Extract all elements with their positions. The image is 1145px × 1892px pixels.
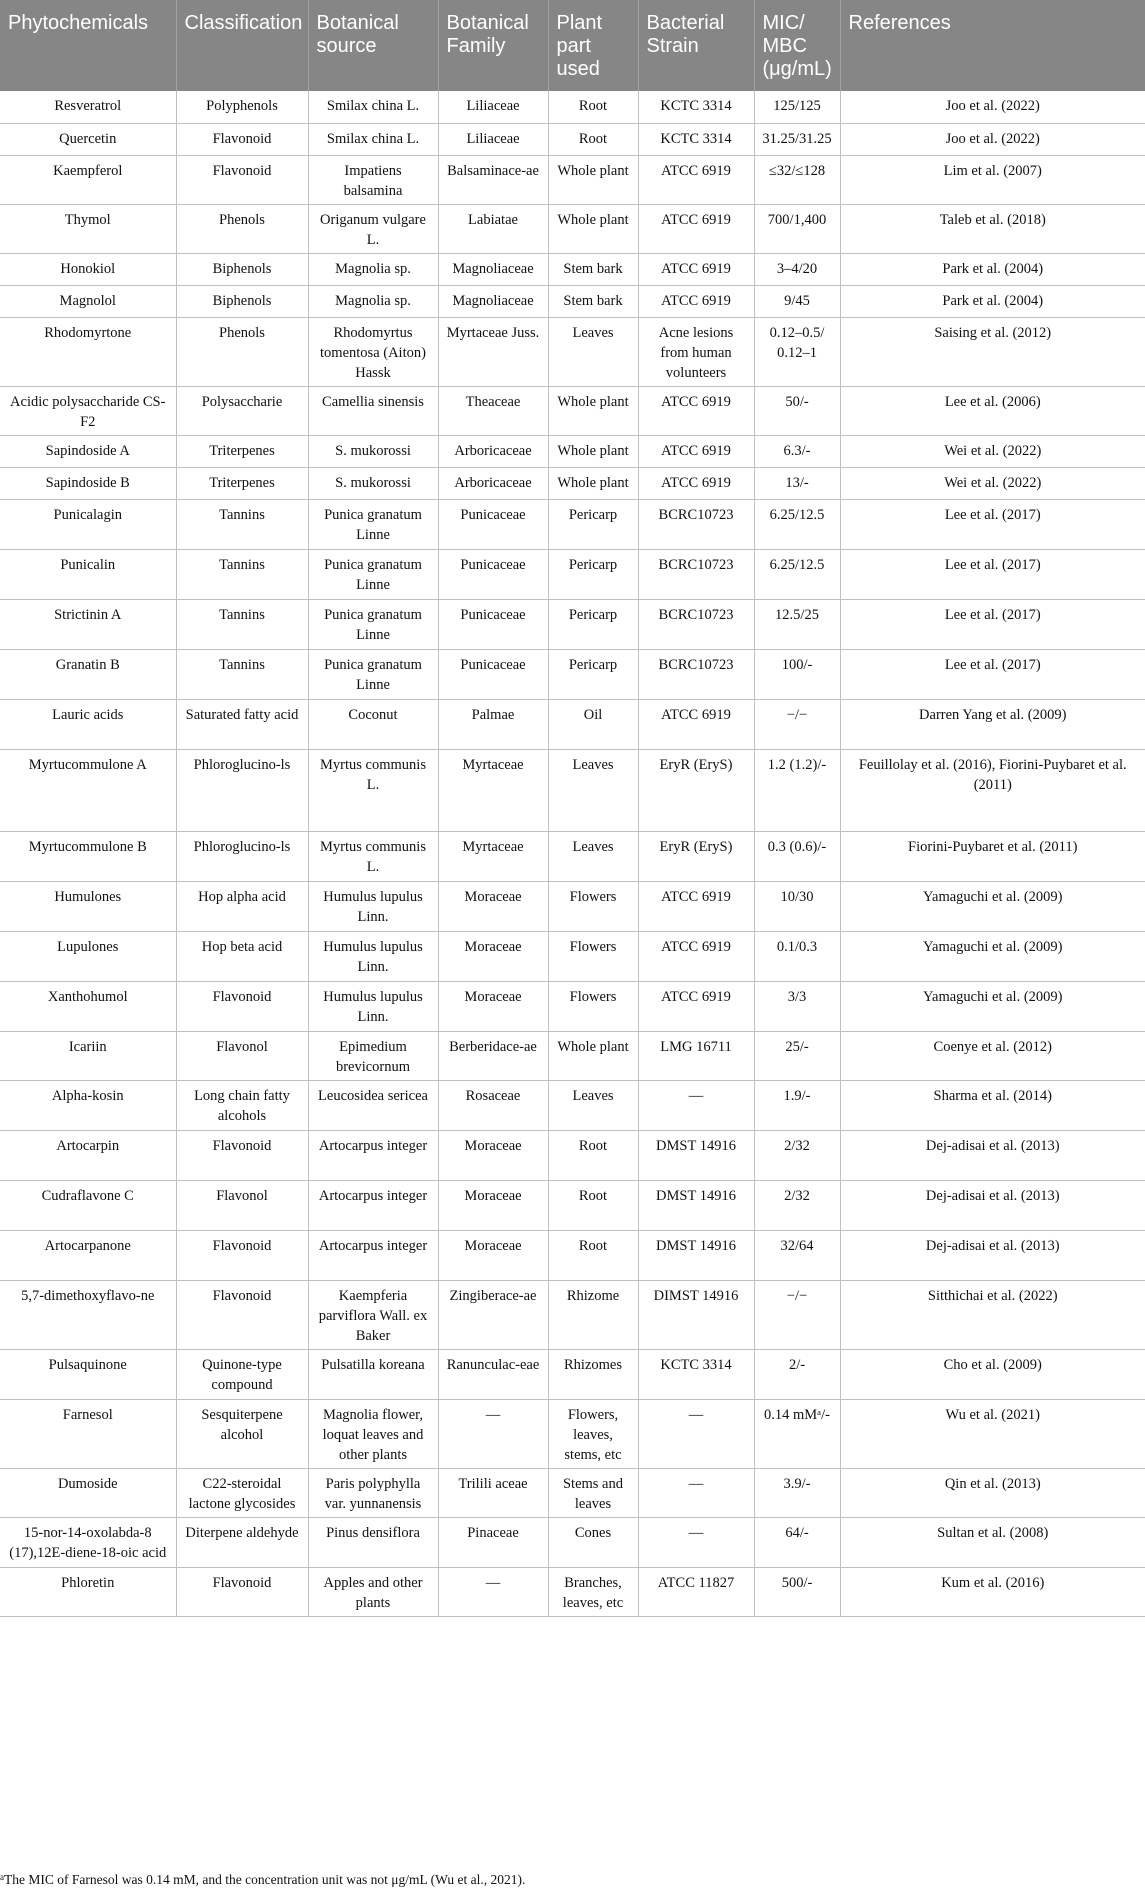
cell-bacterial-strain: — [638,1468,754,1517]
cell-plant-part: Whole plant [548,155,638,204]
cell-phytochemical: Resveratrol [0,91,176,123]
cell-botanical-family: Punicaceae [438,649,548,699]
cell-mic-mbc: 3–4/20 [754,253,840,285]
cell-reference: Sharma et al. (2014) [840,1080,1145,1130]
cell-bacterial-strain: ATCC 6919 [638,435,754,467]
cell-classification: Long chain fatty alcohols [176,1080,308,1130]
cell-botanical-source: Humulus lupulus Linn. [308,981,438,1031]
footnote-text: The MIC of Farnesol was 0.14 mM, and the concentration unit was not μg/mL (Wu et al., 2021). [4,1872,526,1887]
column-header-botanical-family: Botanical Family [438,0,548,91]
cell-phytochemical: Farnesol [0,1399,176,1468]
cell-reference: Dej-adisai et al. (2013) [840,1130,1145,1180]
table-row [0,1399,1145,1468]
table-row [0,931,1145,981]
cell-bacterial-strain: BCRC10723 [638,599,754,649]
cell-reference: Park et al. (2004) [840,285,1145,317]
cell-phytochemical: Acidic polysaccharide CS-F2 [0,386,176,435]
cell-phytochemical: Alpha-kosin [0,1080,176,1130]
cell-mic-mbc: 0.12–0.5/ 0.12–1 [754,317,840,386]
cell-botanical-family: Trilili aceae [438,1468,548,1517]
cell-phytochemical: Lupulones [0,931,176,981]
cell-bacterial-strain: ATCC 6919 [638,981,754,1031]
cell-mic-mbc: 32/64 [754,1230,840,1280]
cell-mic-mbc: −/− [754,699,840,749]
cell-botanical-source: Pulsatilla koreana [308,1349,438,1399]
cell-botanical-source: Leucosidea sericea [308,1080,438,1130]
cell-phytochemical: Magnolol [0,285,176,317]
cell-botanical-family: Ranunculac-eae [438,1349,548,1399]
cell-classification: Tannins [176,549,308,599]
cell-plant-part: Whole plant [548,1031,638,1080]
cell-botanical-family: Arboricaceae [438,435,548,467]
cell-botanical-family: Theaceae [438,386,548,435]
cell-reference: Taleb et al. (2018) [840,204,1145,253]
cell-reference: Wu et al. (2021) [840,1399,1145,1468]
cell-classification: Phloroglucino-ls [176,749,308,831]
cell-phytochemical: Quercetin [0,123,176,155]
cell-classification: Polysaccharie [176,386,308,435]
cell-classification: Flavonoid [176,1130,308,1180]
cell-plant-part: Pericarp [548,649,638,699]
cell-plant-part: Flowers [548,931,638,981]
cell-plant-part: Whole plant [548,435,638,467]
cell-botanical-source: S. mukorossi [308,467,438,499]
cell-plant-part: Leaves [548,317,638,386]
cell-plant-part: Branches, leaves, etc [548,1567,638,1616]
cell-botanical-source: Artocarpus integer [308,1230,438,1280]
cell-bacterial-strain: ATCC 6919 [638,931,754,981]
cell-botanical-family: Punicaceae [438,499,548,549]
cell-botanical-source: Rhodomyrtus tomentosa (Aiton) Hassk [308,317,438,386]
cell-classification: Diterpene aldehyde [176,1517,308,1567]
cell-classification: Hop beta acid [176,931,308,981]
cell-plant-part: Stems and leaves [548,1468,638,1517]
cell-phytochemical: Sapindoside A [0,435,176,467]
cell-phytochemical: Thymol [0,204,176,253]
cell-botanical-family: Myrtaceae Juss. [438,317,548,386]
cell-bacterial-strain: Acne lesions from human volunteers [638,317,754,386]
table-row [0,204,1145,253]
cell-reference: Saising et al. (2012) [840,317,1145,386]
cell-mic-mbc: 6.25/12.5 [754,549,840,599]
cell-mic-mbc: 2/32 [754,1180,840,1230]
column-header-classification: Classification [176,0,308,91]
cell-mic-mbc: 125/125 [754,91,840,123]
cell-classification: Flavonoid [176,123,308,155]
table-row [0,467,1145,499]
cell-reference: Joo et al. (2022) [840,91,1145,123]
cell-bacterial-strain: ATCC 6919 [638,285,754,317]
cell-botanical-family: — [438,1567,548,1616]
cell-reference: Lee et al. (2017) [840,649,1145,699]
cell-mic-mbc: 31.25/31.25 [754,123,840,155]
cell-plant-part: Flowers [548,981,638,1031]
cell-mic-mbc: 3.9/- [754,1468,840,1517]
cell-reference: Lee et al. (2017) [840,599,1145,649]
cell-mic-mbc: 0.14 mMᵃ/- [754,1399,840,1468]
cell-reference: Lim et al. (2007) [840,155,1145,204]
cell-bacterial-strain: KCTC 3314 [638,91,754,123]
cell-plant-part: Pericarp [548,599,638,649]
cell-botanical-family: Moraceae [438,881,548,931]
cell-botanical-family: Arboricaceae [438,467,548,499]
cell-bacterial-strain: EryR (EryS) [638,749,754,831]
cell-bacterial-strain: BCRC10723 [638,649,754,699]
cell-botanical-family: Punicaceae [438,599,548,649]
cell-plant-part: Rhizomes [548,1349,638,1399]
column-header-botanical-source: Botanical source [308,0,438,91]
cell-reference: Yamaguchi et al. (2009) [840,931,1145,981]
cell-bacterial-strain: DMST 14916 [638,1130,754,1180]
column-header-mic-mbc: MIC/ MBC (μg/mL) [754,0,840,91]
cell-plant-part: Leaves [548,749,638,831]
cell-reference: Joo et al. (2022) [840,123,1145,155]
table-row [0,499,1145,549]
cell-reference: Qin et al. (2013) [840,1468,1145,1517]
cell-botanical-source: Apples and other plants [308,1567,438,1616]
cell-classification: Biphenols [176,285,308,317]
cell-classification: Flavonoid [176,1280,308,1349]
cell-classification: Polyphenols [176,91,308,123]
footnote [0,1872,525,1888]
cell-reference: Kum et al. (2016) [840,1567,1145,1616]
cell-bacterial-strain: ATCC 6919 [638,467,754,499]
cell-mic-mbc: 6.25/12.5 [754,499,840,549]
footnote-marker: a [0,1872,4,1882]
cell-plant-part: Pericarp [548,549,638,599]
cell-plant-part: Flowers [548,881,638,931]
cell-classification: Sesquiterpene alcohol [176,1399,308,1468]
cell-botanical-source: Epimedium brevicornum [308,1031,438,1080]
cell-mic-mbc: 25/- [754,1031,840,1080]
cell-bacterial-strain: DMST 14916 [638,1180,754,1230]
cell-mic-mbc: 0.1/0.3 [754,931,840,981]
column-header-plant-part-used: Plant part used [548,0,638,91]
cell-mic-mbc: 700/1,400 [754,204,840,253]
cell-botanical-source: Humulus lupulus Linn. [308,931,438,981]
cell-botanical-source: Myrtus communis L. [308,831,438,881]
cell-classification: Flavonoid [176,155,308,204]
cell-reference: Cho et al. (2009) [840,1349,1145,1399]
table-row [0,317,1145,386]
column-header-references: References [840,0,1145,91]
table-row [0,749,1145,831]
cell-reference: Lee et al. (2017) [840,499,1145,549]
cell-botanical-source: S. mukorossi [308,435,438,467]
table-row [0,1517,1145,1567]
cell-phytochemical: Icariin [0,1031,176,1080]
cell-classification: Phenols [176,317,308,386]
cell-phytochemical: Sapindoside B [0,467,176,499]
table-row [0,1080,1145,1130]
cell-bacterial-strain: ATCC 6919 [638,386,754,435]
cell-phytochemical: Cudraflavone C [0,1180,176,1230]
cell-bacterial-strain: BCRC10723 [638,499,754,549]
cell-phytochemical: 5,7-dimethoxyflavo-ne [0,1280,176,1349]
column-header-phytochemicals: Phytochemicals [0,0,176,91]
cell-classification: Flavonoid [176,1567,308,1616]
table-row [0,1130,1145,1180]
cell-phytochemical: Myrtucommulone B [0,831,176,881]
cell-plant-part: Flowers, leaves, stems, etc [548,1399,638,1468]
cell-bacterial-strain: ATCC 6919 [638,204,754,253]
cell-botanical-family: Palmae [438,699,548,749]
table-row [0,285,1145,317]
cell-mic-mbc: 13/- [754,467,840,499]
cell-botanical-family: Labiatae [438,204,548,253]
table-row [0,253,1145,285]
cell-botanical-source: Paris polyphylla var. yunnanensis [308,1468,438,1517]
cell-botanical-family: Rosaceae [438,1080,548,1130]
cell-plant-part: Rhizome [548,1280,638,1349]
table-row [0,549,1145,599]
cell-phytochemical: Humulones [0,881,176,931]
cell-classification: Quinone-type compound [176,1349,308,1399]
table-row [0,699,1145,749]
cell-mic-mbc: 6.3/- [754,435,840,467]
cell-mic-mbc: 100/- [754,649,840,699]
cell-classification: Phloroglucino-ls [176,831,308,881]
table-row [0,155,1145,204]
cell-phytochemical: Punicalagin [0,499,176,549]
cell-phytochemical: Dumoside [0,1468,176,1517]
cell-plant-part: Leaves [548,1080,638,1130]
cell-botanical-family: Myrtaceae [438,749,548,831]
cell-botanical-source: Punica granatum Linne [308,499,438,549]
cell-classification: Saturated fatty acid [176,699,308,749]
cell-phytochemical: Strictinin A [0,599,176,649]
table-row [0,599,1145,649]
cell-botanical-source: Magnolia sp. [308,285,438,317]
cell-botanical-source: Punica granatum Linne [308,549,438,599]
cell-plant-part: Root [548,1230,638,1280]
cell-phytochemical: Punicalin [0,549,176,599]
cell-classification: Tannins [176,649,308,699]
cell-mic-mbc: 50/- [754,386,840,435]
cell-botanical-source: Coconut [308,699,438,749]
cell-classification: Flavonol [176,1031,308,1080]
cell-reference: Wei et al. (2022) [840,467,1145,499]
table-row [0,981,1145,1031]
cell-classification: C22-steroidal lactone glycosides [176,1468,308,1517]
cell-botanical-family: — [438,1399,548,1468]
cell-mic-mbc: ≤32/≤128 [754,155,840,204]
cell-bacterial-strain: ATCC 11827 [638,1567,754,1616]
cell-plant-part: Leaves [548,831,638,881]
cell-botanical-family: Pinaceae [438,1517,548,1567]
cell-botanical-source: Myrtus communis L. [308,749,438,831]
cell-phytochemical: Lauric acids [0,699,176,749]
cell-mic-mbc: 12.5/25 [754,599,840,649]
table-row [0,1180,1145,1230]
table-body [0,91,1145,1616]
cell-phytochemical: Myrtucommulone A [0,749,176,831]
cell-classification: Tannins [176,599,308,649]
table-header-row [0,0,1145,91]
cell-bacterial-strain: ATCC 6919 [638,699,754,749]
cell-bacterial-strain: KCTC 3314 [638,1349,754,1399]
table-row [0,1031,1145,1080]
cell-classification: Hop alpha acid [176,881,308,931]
cell-phytochemical: Artocarpin [0,1130,176,1180]
cell-mic-mbc: 1.9/- [754,1080,840,1130]
cell-phytochemical: Kaempferol [0,155,176,204]
cell-phytochemical: Phloretin [0,1567,176,1616]
cell-bacterial-strain: EryR (EryS) [638,831,754,881]
cell-bacterial-strain: ATCC 6919 [638,881,754,931]
cell-reference: Dej-adisai et al. (2013) [840,1180,1145,1230]
cell-botanical-family: Punicaceae [438,549,548,599]
cell-botanical-family: Myrtaceae [438,831,548,881]
cell-botanical-family: Moraceae [438,1230,548,1280]
cell-botanical-source: Camellia sinensis [308,386,438,435]
cell-phytochemical: 15-nor-14-oxolabda-8 (17),12E-diene-18-oic acid [0,1517,176,1567]
cell-botanical-source: Origanum vulgare L. [308,204,438,253]
cell-mic-mbc: 3/3 [754,981,840,1031]
cell-bacterial-strain: DMST 14916 [638,1230,754,1280]
cell-botanical-family: Liliaceae [438,91,548,123]
table-row [0,1349,1145,1399]
cell-reference: Dej-adisai et al. (2013) [840,1230,1145,1280]
cell-plant-part: Stem bark [548,285,638,317]
table-row [0,1230,1145,1280]
cell-botanical-family: Moraceae [438,981,548,1031]
cell-classification: Phenols [176,204,308,253]
cell-botanical-source: Magnolia sp. [308,253,438,285]
cell-mic-mbc: 2/32 [754,1130,840,1180]
cell-botanical-family: Balsaminace-ae [438,155,548,204]
cell-botanical-source: Punica granatum Linne [308,649,438,699]
cell-reference: Fiorini-Puybaret et al. (2011) [840,831,1145,881]
cell-bacterial-strain: BCRC10723 [638,549,754,599]
cell-classification: Tannins [176,499,308,549]
cell-botanical-family: Magnoliaceae [438,253,548,285]
table-row [0,91,1145,123]
table-row [0,881,1145,931]
cell-reference: Lee et al. (2017) [840,549,1145,599]
cell-botanical-source: Humulus lupulus Linn. [308,881,438,931]
table-row [0,831,1145,881]
cell-phytochemical: Granatin B [0,649,176,699]
cell-plant-part: Whole plant [548,467,638,499]
cell-botanical-source: Pinus densiflora [308,1517,438,1567]
cell-plant-part: Whole plant [548,204,638,253]
cell-botanical-family: Zingiberace-ae [438,1280,548,1349]
cell-bacterial-strain: — [638,1080,754,1130]
cell-botanical-source: Smilax china L. [308,91,438,123]
cell-reference: Darren Yang et al. (2009) [840,699,1145,749]
cell-phytochemical: Rhodomyrtone [0,317,176,386]
cell-mic-mbc: 2/- [754,1349,840,1399]
cell-plant-part: Root [548,91,638,123]
cell-botanical-source: Punica granatum Linne [308,599,438,649]
cell-plant-part: Stem bark [548,253,638,285]
cell-plant-part: Whole plant [548,386,638,435]
column-header-bacterial-strain: Bacterial Strain [638,0,754,91]
table-row [0,649,1145,699]
cell-botanical-source: Artocarpus integer [308,1130,438,1180]
cell-classification: Flavonoid [176,981,308,1031]
cell-bacterial-strain: — [638,1517,754,1567]
cell-reference: Lee et al. (2006) [840,386,1145,435]
cell-mic-mbc: 1.2 (1.2)/- [754,749,840,831]
cell-plant-part: Root [548,1130,638,1180]
cell-plant-part: Pericarp [548,499,638,549]
cell-botanical-source: Magnolia flower, loquat leaves and other plants [308,1399,438,1468]
cell-reference: Sultan et al. (2008) [840,1517,1145,1567]
cell-phytochemical: Honokiol [0,253,176,285]
cell-plant-part: Oil [548,699,638,749]
cell-plant-part: Root [548,123,638,155]
cell-reference: Wei et al. (2022) [840,435,1145,467]
cell-classification: Flavonol [176,1180,308,1230]
cell-bacterial-strain: KCTC 3314 [638,123,754,155]
cell-bacterial-strain: DIMST 14916 [638,1280,754,1349]
table-row [0,435,1145,467]
cell-bacterial-strain: — [638,1399,754,1468]
cell-mic-mbc: 9/45 [754,285,840,317]
cell-phytochemical: Xanthohumol [0,981,176,1031]
cell-mic-mbc: 0.3 (0.6)/- [754,831,840,881]
cell-botanical-source: Impatiens balsamina [308,155,438,204]
cell-reference: Yamaguchi et al. (2009) [840,881,1145,931]
table-row [0,1567,1145,1616]
cell-plant-part: Cones [548,1517,638,1567]
cell-botanical-source: Artocarpus integer [308,1180,438,1230]
cell-bacterial-strain: ATCC 6919 [638,155,754,204]
cell-mic-mbc: 500/- [754,1567,840,1616]
cell-botanical-family: Magnoliaceae [438,285,548,317]
cell-botanical-family: Liliaceae [438,123,548,155]
cell-phytochemical: Pulsaquinone [0,1349,176,1399]
cell-reference: Sitthichai et al. (2022) [840,1280,1145,1349]
cell-classification: Triterpenes [176,467,308,499]
cell-botanical-family: Moraceae [438,931,548,981]
table-row [0,386,1145,435]
cell-mic-mbc: 64/- [754,1517,840,1567]
cell-botanical-source: Kaempferia parviflora Wall. ex Baker [308,1280,438,1349]
cell-botanical-source: Smilax china L. [308,123,438,155]
cell-bacterial-strain: LMG 16711 [638,1031,754,1080]
cell-mic-mbc: −/− [754,1280,840,1349]
cell-plant-part: Root [548,1180,638,1230]
cell-mic-mbc: 10/30 [754,881,840,931]
cell-botanical-family: Moraceae [438,1130,548,1180]
cell-reference: Yamaguchi et al. (2009) [840,981,1145,1031]
cell-reference: Feuillolay et al. (2016), Fiorini-Puybaret et al. (2011) [840,749,1145,831]
table-row [0,1280,1145,1349]
table-row [0,123,1145,155]
cell-reference: Coenye et al. (2012) [840,1031,1145,1080]
cell-classification: Triterpenes [176,435,308,467]
cell-classification: Biphenols [176,253,308,285]
cell-botanical-family: Moraceae [438,1180,548,1230]
cell-botanical-family: Berberidace-ae [438,1031,548,1080]
cell-classification: Flavonoid [176,1230,308,1280]
cell-reference: Park et al. (2004) [840,253,1145,285]
cell-bacterial-strain: ATCC 6919 [638,253,754,285]
cell-phytochemical: Artocarpanone [0,1230,176,1280]
table-row [0,1468,1145,1517]
